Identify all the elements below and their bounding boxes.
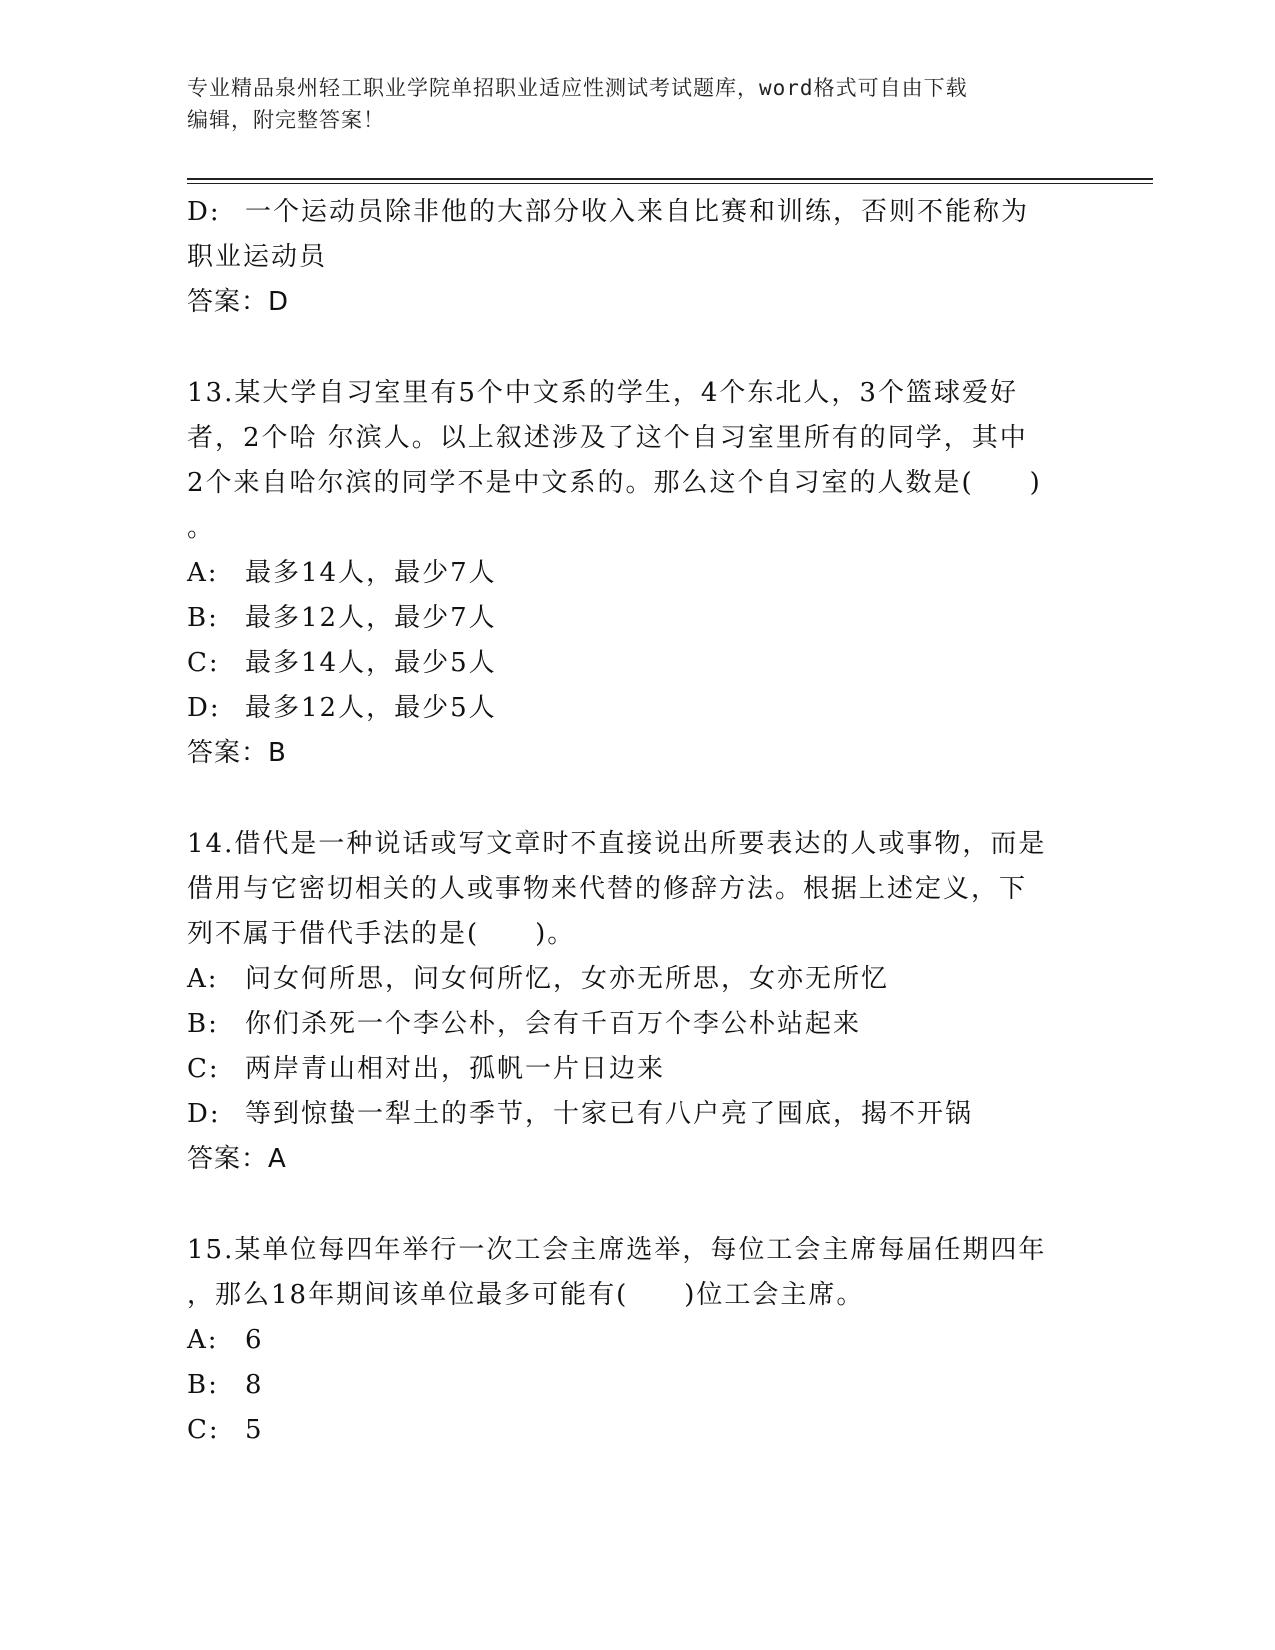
- answer-label: 答案：B: [187, 738, 287, 768]
- option-text: 8: [245, 1370, 264, 1400]
- header-line-2: 编辑，附完整答案！: [187, 108, 385, 132]
- option-letter: C:: [187, 1054, 220, 1084]
- prev-question-tail: [187, 190, 1087, 325]
- header-line-1: 专业精品泉州轻工职业学院单招职业适应性测试考试题库，word格式可自由下载: [187, 76, 968, 100]
- question-text-line: 2个来自哈尔滨的同学不是中文系的。那么这个自习室的人数是( ): [187, 468, 1042, 498]
- option-b: [187, 1363, 1087, 1408]
- option-letter: A:: [187, 558, 219, 588]
- question-text-line: ，那么18年期间该单位最多可能有( )位工会主席。: [187, 1280, 865, 1310]
- answer-label: 答案：A: [187, 1144, 287, 1174]
- option-letter: C:: [187, 1415, 220, 1445]
- question-text-line: 14.借代是一种说话或写文章时不直接说出所要表达的人或事物，而是: [187, 829, 1047, 859]
- header-rule-thick: [187, 178, 1153, 180]
- question-13: [187, 371, 1087, 776]
- answer-label: 答案：D: [187, 287, 290, 317]
- option-text: 最多14人，最少5人: [245, 648, 497, 678]
- spacer: [187, 1182, 1087, 1228]
- question-text-line: 15.某单位每四年举行一次工会主席选举，每位工会主席每届任期四年: [187, 1235, 1047, 1265]
- option-text: 6: [245, 1325, 264, 1355]
- question-15: [187, 1228, 1087, 1453]
- option-c: [187, 1047, 1087, 1092]
- option-b: [187, 596, 1087, 641]
- option-text: 你们杀死一个李公朴，会有千百万个李公朴站起来: [245, 1009, 862, 1039]
- option-text: 最多14人，最少7人: [245, 558, 497, 588]
- header-rule-thin: [187, 183, 1153, 184]
- option-a: [187, 551, 1087, 596]
- spacer: [187, 325, 1087, 371]
- page-content: [187, 190, 1087, 1453]
- option-b: [187, 1002, 1087, 1047]
- question-text-line: 13.某大学自习室里有5个中文系的学生，4个东北人，3个篮球爱好: [187, 378, 1018, 408]
- option-letter: D:: [187, 197, 221, 227]
- option-letter: B:: [187, 1009, 219, 1039]
- option-text: 两岸青山相对出，孤帆一片日边来: [245, 1054, 666, 1084]
- option-d: [187, 1092, 1087, 1137]
- option-d: [187, 190, 1087, 235]
- option-letter: B:: [187, 603, 219, 633]
- option-a: [187, 1318, 1087, 1363]
- option-c: [187, 1408, 1087, 1453]
- spacer: [187, 776, 1087, 822]
- question-14: [187, 822, 1087, 1182]
- option-text-continued: 职业运动员: [187, 242, 328, 272]
- option-text: 等到惊蛰一犁土的季节，十家已有八户亮了囤底，揭不开锅: [245, 1099, 974, 1129]
- question-text-line: 者，2个哈 尔滨人。以上叙述涉及了这个自习室里所有的同学，其中: [187, 423, 1028, 453]
- option-letter: A:: [187, 964, 219, 994]
- option-text: 最多12人，最少5人: [245, 693, 497, 723]
- option-text: 5: [245, 1415, 264, 1445]
- option-a: [187, 957, 1087, 1002]
- option-letter: D:: [187, 1099, 221, 1129]
- option-d: [187, 686, 1087, 731]
- question-text-line: 。: [187, 513, 216, 543]
- option-c: [187, 641, 1087, 686]
- page-header: [187, 72, 1067, 136]
- option-letter: A:: [187, 1325, 219, 1355]
- question-text-line: 借用与它密切相关的人或事物来代替的修辞方法。根据上述定义，下: [187, 874, 1028, 904]
- question-text-line: 列不属于借代手法的是( )。: [187, 919, 576, 949]
- option-letter: C:: [187, 648, 220, 678]
- option-text: 一个运动员除非他的大部分收入来自比赛和训练，否则不能称为: [245, 197, 1030, 227]
- option-text: 问女何所思，问女何所忆，女亦无所思，女亦无所忆: [245, 964, 890, 994]
- option-text: 最多12人，最少7人: [245, 603, 497, 633]
- option-letter: B:: [187, 1370, 219, 1400]
- option-letter: D:: [187, 693, 221, 723]
